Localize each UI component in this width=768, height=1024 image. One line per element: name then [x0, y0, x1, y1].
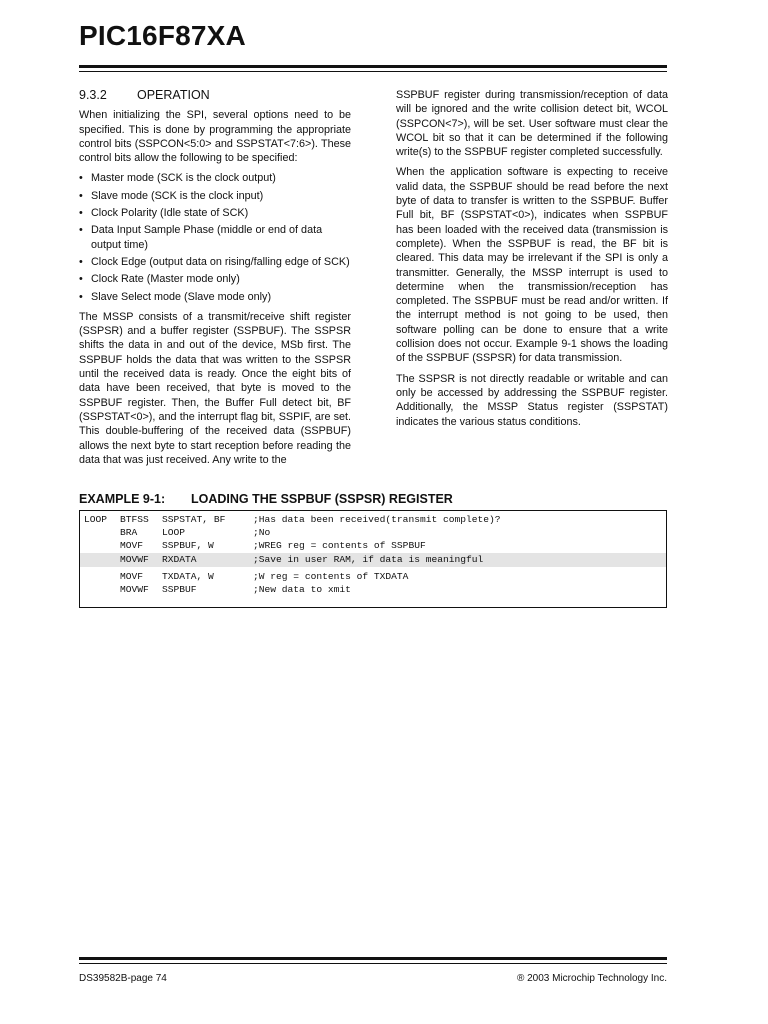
right-column	[396, 88, 668, 435]
continuation-paragraph: SSPBUF register during transmission/reception of data will be ignored and the write collision detect bit, WCOL (SSPCON<7>), will be set. User software must clear the WCOL bit so that it can be determined if the following write(s) to the SSPBUF register completed successfully.	[396, 89, 668, 159]
code-example-box	[79, 510, 667, 608]
header-rule-thin	[79, 71, 667, 72]
page-header-title: PIC16F87XA	[79, 20, 246, 51]
list-item: • Slave mode (SCK is the clock input)	[79, 189, 264, 202]
sspsr-paragraph: The SSPSR is not directly readable or writable and can only be accessed by addressing the SSPBUF register. Additionally, the MSSP Status register (SSPSTAT) indicates the various status conditions.	[396, 372, 668, 428]
code-line-highlighted: MOVWF RXDATA ;Save in user RAM, if data is meaningful	[80, 553, 666, 567]
footer-page-number: DS39582B-page 74	[79, 973, 167, 984]
section-number: 9.3.2	[79, 88, 107, 102]
footer-rule-thin	[79, 963, 667, 964]
code-line: BRA LOOP ;No	[120, 527, 271, 538]
intro-paragraph: When initializing the SPI, several options need to be specified. This is done by programming the appropriate control bits (SSPCON<5:0> and SSPSTAT<7:6>). These control bits allow the following to be specified:	[79, 109, 351, 165]
code-line: LOOP BTFSS SSPSTAT, BF ;Has data been received(transmit complete)?	[84, 514, 501, 525]
list-item: • Clock Edge (output data on rising/falling edge of SCK)	[79, 255, 350, 268]
footer-rule-thick	[79, 957, 667, 960]
spi-options-list	[79, 171, 351, 303]
section-title: OPERATION	[137, 88, 210, 102]
example-number: EXAMPLE 9-1:	[79, 492, 166, 506]
footer-copyright: ® 2003 Microchip Technology Inc.	[516, 973, 667, 984]
list-item: • Slave Select mode (Slave mode only)	[79, 290, 272, 303]
code-line: MOVF TXDATA, W ;W reg = contents of TXDATA	[120, 571, 409, 582]
code-line: MOVF SSPBUF, W ;WREG reg = contents of SSPBUF	[120, 540, 426, 551]
list-item: • Master mode (SCK is the clock output)	[79, 172, 276, 185]
mssp-paragraph: The MSSP consists of a transmit/receive shift register (SSPSR) and a buffer register (SSPBUF). The SSPSR shifts the data in and out of the device, MSb first. The SSPBUF holds the data that was written to the SSPSR until the received data is ready. Once the eight bits of data have been received, that byte is moved to the SSPBUF register. Then, the Buffer Full detect bit, BF (SSPSTAT<0>), and the interrupt flag bit, SSPIF, are set. This double-buffering of the received data (SSPBUF) allows the next byte to start reception before reading the data that was just received. Any write to the	[79, 310, 351, 466]
list-item: • Data Input Sample Phase (middle or end of data output time)	[79, 224, 323, 251]
code-line: MOVWF SSPBUF ;New data to xmit	[120, 584, 351, 595]
section-heading	[79, 88, 351, 102]
list-item: • Clock Rate (Master mode only)	[79, 273, 240, 286]
example-title	[79, 492, 453, 506]
application-paragraph: When the application software is expecting to receive valid data, the SSPBUF should be read before the next byte of data to transfer is written to the SSPBUF. Buffer Full bit, BF (SSPSTAT<0>), indicates when SSPBUF has been loaded with the received data (transmission is complete). When the SSPBUF is read, the BF bit is cleared. This data may be irrelevant if the SPI is only a transmitter. Generally, the MSSP interrupt is used to determine when the transmission/reception has completed. The SSPBUF must be read and/or written. If the interrupt method is not going to be used, then software polling can be done to ensure that a write collision does not occur. Example 9-1 shows the loading of the SSPBUF (SSPSR) for data transmission.	[396, 166, 668, 365]
list-item: • Clock Polarity (Idle state of SCK)	[79, 207, 249, 220]
left-column	[79, 88, 351, 473]
example-caption: LOADING THE SSPBUF (SSPSR) REGISTER	[191, 492, 453, 506]
header-rule-thick	[79, 65, 667, 68]
